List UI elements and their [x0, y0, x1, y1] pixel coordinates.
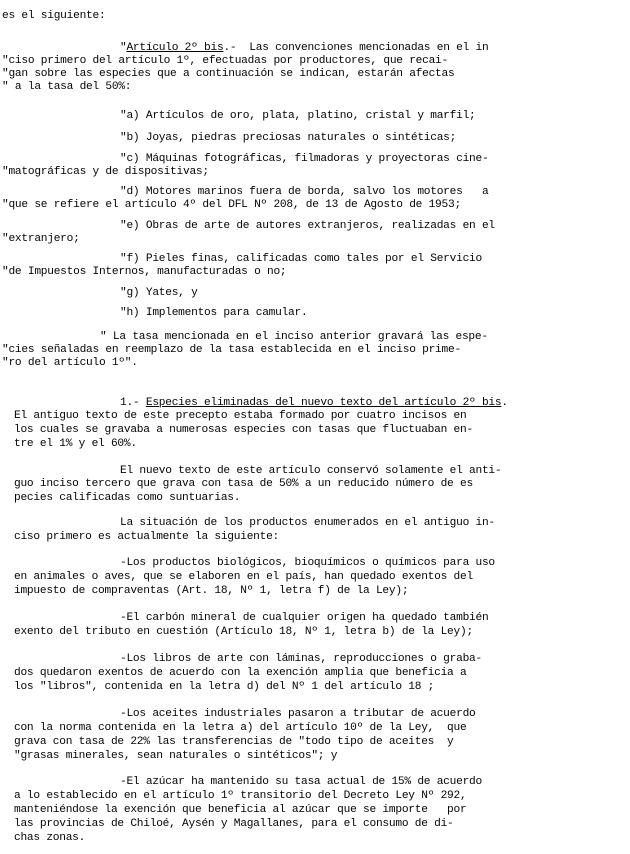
text-line: "de Impuestos Internos, manufacturadas o no;: [2, 266, 287, 278]
section-number: 1.-: [120, 397, 146, 409]
text-line: exento del tributo en cuestión (Artículo 18, Nº 1, letra b) de la Ley);: [14, 626, 473, 638]
text-line: "cies señaladas en reemplazo de la tasa establecida en el inciso prime-: [2, 344, 461, 356]
text-line: El antiguo texto de este precepto estaba formado por cuatro incisos en: [14, 410, 467, 422]
text-line: "que se refiere el artículo 4º del DFL Nº 208, de 13 de Agosto de 1953;: [2, 199, 461, 211]
text-line: chas zonas.: [14, 832, 86, 844]
text-line: El nuevo texto de este artículo conservó solamente el anti-: [120, 465, 502, 477]
bullet-item: -El carbón mineral de cualquier origen ha quedado también: [120, 612, 489, 624]
text-line: pecies calificadas como suntuarias.: [14, 492, 241, 504]
text-line: ciso primero es actualmente la siguiente:: [14, 531, 280, 543]
text-line: a lo establecido en el artículo 1º transitorio del Decreto Ley Nº 292,: [14, 790, 467, 802]
list-item-c: "c) Máquinas fotográficas, filmadoras y proyectoras cine-: [120, 153, 489, 165]
text-line: los cuales se gravaba a numerosas especies con tasas que fluctuaban en-: [14, 424, 473, 436]
quote-mark: ": [120, 42, 127, 54]
text-line: La situación de los productos enumerados en el antiguo in-: [120, 517, 495, 529]
text-line: manteniéndose la exención que beneficia al azúcar que se importe por: [14, 804, 467, 816]
bullet-item: -Los libros de arte con láminas, reproducciones o graba-: [120, 653, 482, 665]
text-line: "grasas minerales, sean naturales o sintéticos"; y: [14, 750, 338, 762]
text-line: impuesto de compraventas (Art. 18, Nº 1, letra f) de la Ley);: [14, 585, 409, 597]
bullet-item: -Los productos biológicos, bioquímicos o químicos para uso: [120, 557, 495, 569]
article-title: Artículo 2º bis: [126, 42, 224, 54]
list-item-e: "e) Obras de arte de autores extranjeros, realizadas en el: [120, 220, 495, 232]
text-line: grava con tasa de 22% las transferencias de "todo tipo de aceites y: [14, 736, 454, 748]
text-line: " La tasa mencionada en el inciso anterior gravará las espe-: [100, 331, 488, 343]
text-line: con la norma contenida en la letra a) del artículo 10º de la Ley, que: [14, 722, 467, 734]
text-line: dos quedaron exentos de acuerdo con la exención amplia que beneficia a: [14, 667, 467, 679]
text-line: "extranjero;: [2, 233, 80, 245]
text-line: en animales o aves, que se elaboren en el país, han quedado exentos del: [14, 571, 473, 583]
list-item-f: "f) Pieles finas, calificadas como tales por el Servicio: [120, 253, 482, 265]
article-heading-line: [120, 42, 488, 54]
list-item-b: "b) Joyas, piedras preciosas naturales o sintéticas;: [120, 132, 457, 144]
list-item-d: "d) Motores marinos fuera de borda, salvo los motores a: [120, 186, 489, 198]
text-line: "ciso primero del artículo 1º, efectuadas por productores, que recai-: [2, 55, 448, 67]
text-line: guo inciso tercero que grava con tasa de 50% a un reducido número de es: [14, 478, 473, 490]
text-line: tre el 1% y el 60%.: [14, 438, 137, 450]
section-period: .: [501, 397, 508, 409]
text-line: los "libros", contenida en la letra d) del Nº 1 del artículo 18 ;: [14, 681, 435, 693]
list-item-h: "h) Implementos para camular.: [120, 307, 308, 319]
text-line: "ro del artículo 1º".: [2, 357, 138, 369]
bullet-item: -El azúcar ha mantenido su tasa actual de 15% de acuerdo: [120, 776, 482, 788]
list-item-g: "g) Yates, y: [120, 287, 198, 299]
text-line: es el siguiente:: [2, 10, 106, 22]
text-line: "gan sobre las especies que a continuación se indican, estarán afectas: [2, 68, 455, 80]
text-line: " a la tasa del 50%:: [2, 81, 132, 93]
section-heading: [120, 397, 508, 409]
text-line: "matográficas y de dispositivas;: [2, 166, 209, 178]
section-title: Especies eliminadas del nuevo texto del artículo 2º bis: [145, 397, 502, 409]
list-item-a: "a) Artículos de oro, plata, platino, cristal y marfil;: [120, 110, 476, 122]
bullet-item: -Los aceites industriales pasaron a tributar de acuerdo: [120, 708, 476, 720]
article-intro-text: .- Las convenciones mencionadas en el in: [223, 42, 489, 54]
text-line: las provincias de Chiloé, Aysén y Magallanes, para el consumo de di-: [14, 818, 454, 830]
